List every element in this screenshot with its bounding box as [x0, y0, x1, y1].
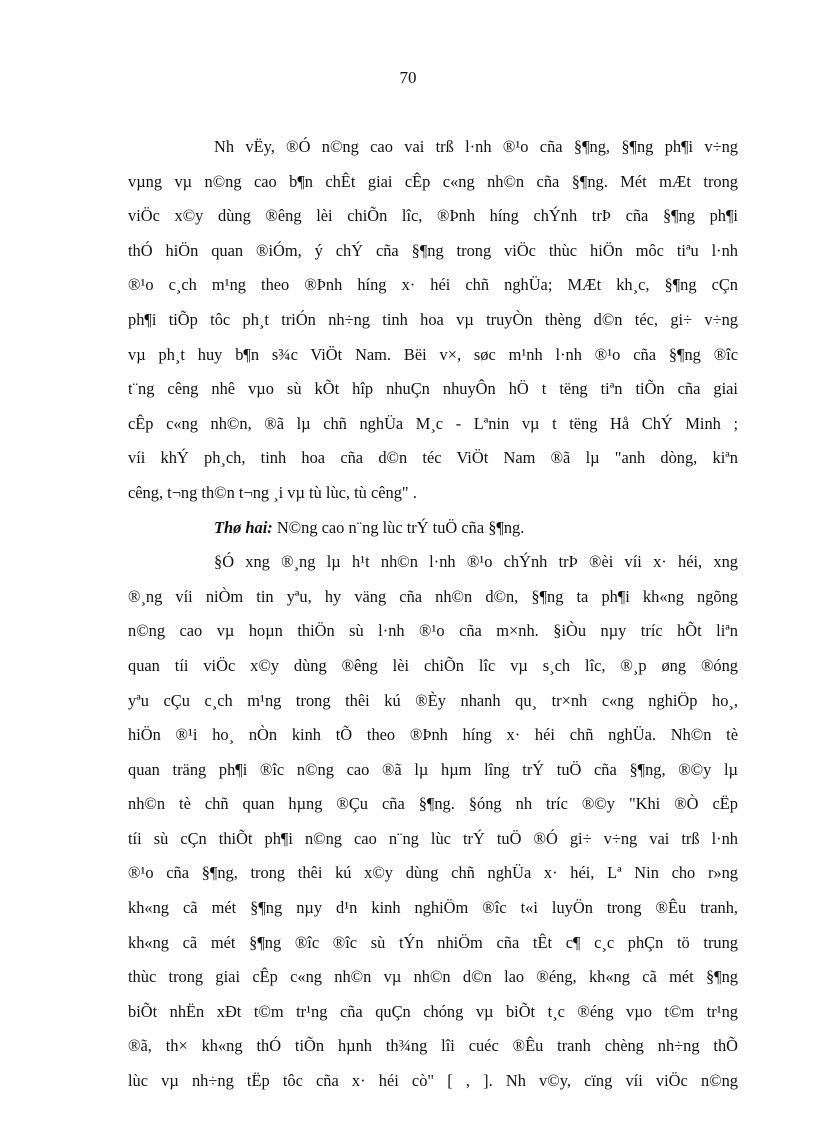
- text-line: tíi sù cÇn thiÕt ph¶i n©ng cao n¨ng lùc trÝ tuÖ ®Ó gi÷ v÷ng vai trß l·nh: [128, 828, 738, 848]
- text-line: quan träng ph¶i ®îc n©ng cao ®ã lµ hµm lîng trÝ tuÖ cña §¶ng, ®©y lµ: [128, 759, 738, 779]
- text-line: cÊp c«ng nh©n, ®ã lµ chñ nghÜa M¸c - Lªnin vµ t tëng Hå ChÝ Minh ;: [128, 413, 738, 433]
- heading-label: Thø hai:: [214, 517, 273, 537]
- section-heading: [214, 511, 738, 546]
- text-line: ph¶i tiÕp tôc ph¸t triÓn nh÷ng tinh hoa vµ truyÒn thèng d©n téc, gi÷ v÷ng: [128, 309, 738, 329]
- text-line: kh«ng cã mét §¶ng nµy d¹n kinh nghiÖm ®îc t«i luyÖn trong ®Êu tranh,: [128, 898, 738, 918]
- text-line: ®¹o c¸ch m¹ng theo ®Þnh híng x· héi chñ nghÜa; MÆt kh¸c, §¶ng cÇn: [128, 275, 738, 295]
- text-line: vµ ph¸t huy b¶n s¾c ViÖt Nam. Bëi v×, søc m¹nh l·nh ®¹o cña §¶ng ®îc: [128, 344, 738, 364]
- text-line: ®¸ng víi niÒm tin yªu, hy väng cña nh©n d©n, §¶ng ta ph¶i kh«ng ngõng: [128, 586, 738, 606]
- text-line: ®¹o cña §¶ng, trong thêi kú x©y dùng chñ nghÜa x· héi, Lª Nin cho r»ng: [128, 863, 738, 883]
- text-line: lùc vµ nh÷ng tËp tôc cña x· héi cò" [ , ]. Nh v©y, cïng víi viÖc n©ng: [128, 1071, 738, 1091]
- text-line: nh©n tè chñ quan hµng ®Çu cña §¶ng. §óng nh tríc ®©y "Khi ®Ò cËp: [128, 794, 738, 814]
- text-line: biÕt nhËn xÐt t©m tr¹ng cña quÇn chóng vµ biÕt t¸c ®éng vµo t©m tr¹ng: [128, 1001, 738, 1021]
- text-line: hiÖn ®¹i ho¸ nÒn kinh tÕ theo ®Þnh híng x· héi chñ nghÜa. Nh©n tè: [128, 725, 738, 745]
- heading-text: N©ng cao n¨ng lùc trÝ tuÖ cña §¶ng.: [272, 517, 525, 537]
- text-line: víi khÝ ph¸ch, tinh hoa cña d©n téc ViÖt Nam ®ã lµ "anh dòng, kiªn: [128, 448, 738, 468]
- text-line: n©ng cao vµ hoµn thiÖn sù l·nh ®¹o cña m×nh. §iÒu nµy tríc hÕt liªn: [128, 621, 738, 641]
- text-line: thùc trong giai cÊp c«ng nh©n vµ nh©n d©n lao ®éng, kh«ng cã mét §¶ng: [128, 967, 738, 987]
- text-line: §Ó xng ®¸ng lµ h¹t nh©n l·nh ®¹o chÝnh trÞ ®èi víi x· héi, xng: [214, 552, 738, 572]
- text-line: t¨ng cêng nhê vµo sù kÕt hîp nhuÇn nhuyÔn hÖ t tëng tiªn tiÕn cña giai: [128, 379, 738, 399]
- text-line: yªu cÇu c¸ch m¹ng trong thêi kú ®Èy nhanh qu¸ tr×nh c«ng nghiÖp ho¸,: [128, 690, 738, 710]
- paragraph-2: [128, 545, 738, 1099]
- text-line: viÖc x©y dùng ®êng lèi chiÕn lîc, ®Þnh híng chÝnh trÞ cña §¶ng ph¶i: [128, 206, 738, 226]
- text-line: ®ã, th× kh«ng thÓ tiÕn hµnh th¾ng lîi cuéc ®Êu tranh chèng nh÷ng thÕ: [128, 1036, 738, 1056]
- text-line: cêng, t¬ng th©n t¬ng ¸i vµ tù lùc, tù cêng" .: [128, 482, 417, 502]
- text-line: quan tíi viÖc x©y dùng ®êng lèi chiÕn lîc vµ s¸ch lîc, ®¸p øng ®óng: [128, 655, 738, 675]
- text-line: vµng vµ n©ng cao b¶n chÊt giai cÊp c«ng nh©n cña §¶ng. Mét mÆt trong: [128, 171, 738, 191]
- document-body: [128, 130, 738, 1099]
- text-line: Nh vËy, ®Ó n©ng cao vai trß l·nh ®¹o cña §¶ng, §¶ng ph¶i v÷ng: [214, 137, 738, 156]
- paragraph-1: [128, 130, 738, 511]
- text-line: thÓ hiÖn quan ®iÓm, ý chÝ cña §¶ng trong viÖc thùc hiÖn môc tiªu l·nh: [128, 240, 738, 260]
- text-line: kh«ng cã mét §¶ng ®îc ®îc sù tÝn nhiÖm cña tÊt c¶ c¸c phÇn tö trung: [128, 932, 738, 952]
- page-number: 70: [399, 68, 417, 87]
